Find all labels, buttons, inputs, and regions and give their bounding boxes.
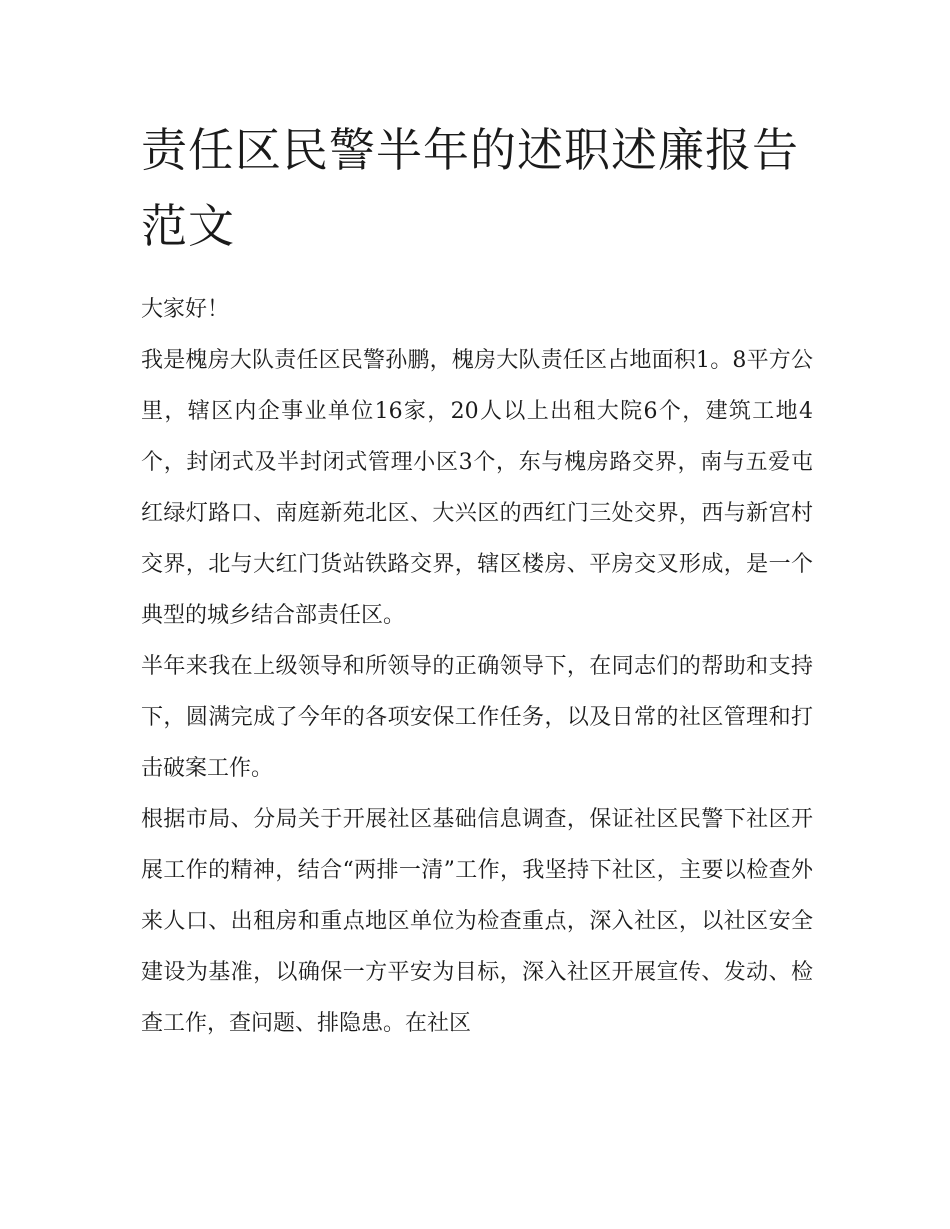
paragraph-community-work: 根据市局、分局关于开展社区基础信息调查，保证社区民警下社区开展工作的精神，结合“两排一清”工作，我坚持下社区，主要以检查外来人口、出租房和重点地区单位为检查重点，深入社区，以社区安全建设为基准，以确保一方平安为目标，深入社区开展宣传、发动、检查工作，查问题、排隐患。在社区 <box>141 807 813 1036</box>
document-title: 责任区民警半年的述职述廉报告范文 <box>141 123 799 253</box>
document-body <box>141 112 813 1049</box>
paragraph-work-summary: 半年来我在上级领导和所领导的正确领导下，在同志们的帮助和支持下，圆满完成了今年的各项安保工作任务，以及日常的社区管理和打击破案工作。 <box>141 654 813 781</box>
paragraph-greeting: 大家好！ <box>141 297 230 322</box>
paragraph-introduction: 我是槐房大队责任区民警孙鹏，槐房大队责任区占地面积1。8平方公里，辖区内企事业单位16家，20人以上出租大院6个，建筑工地4个，封闭式及半封闭式管理小区3个，东与槐房路交界，南与五爱屯红绿灯路口、南庭新苑北区、大兴区的西红门三处交界，西与新宫村交界，北与大红门货站铁路交界，辖区楼房、平房交叉形成，是一个典型的城乡结合部责任区。 <box>141 348 813 628</box>
